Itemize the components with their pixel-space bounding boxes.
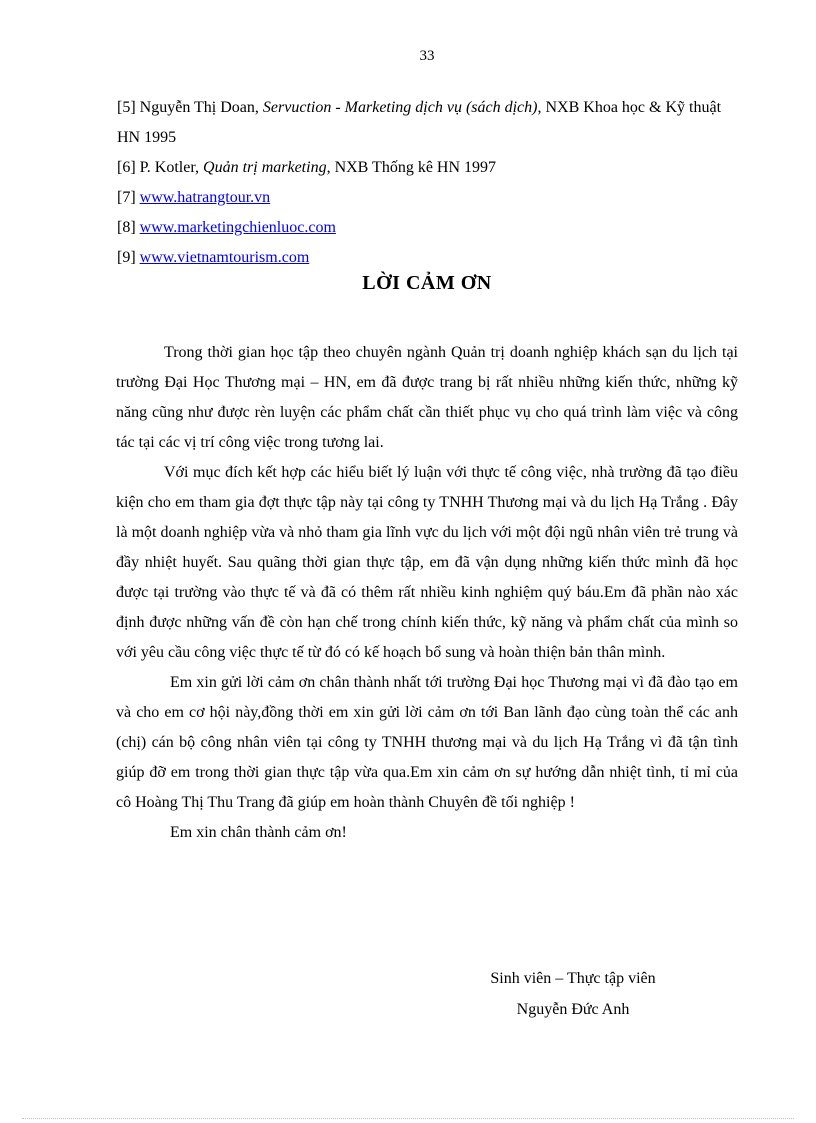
paragraph: Với mục đích kết hợp các hiểu biết lý luận với thực tế công việc, nhà trường đã tạo điều kiện cho em tham gia đợt thực tập này tại công ty TNHH Thương mại và du lịch Hạ Trắng . Đây là một doanh nghiệp vừa và nhỏ tham gia lĩnh vực du lịch với một đội ngũ nhân viên trẻ trung và đầy nhiệt huyết. Sau quãng thời gian thực tập, em đã vận dụng những kiến thức mình đã học được tại trường vào thực tế và đã có thêm rất nhiều kinh nghiệm quý báu.Em đã phần nào xác định được những vấn đề còn hạn chế trong chính kiến thức, kỹ năng và phẩm chất của mình so với yêu cầu công việc thực tế từ đó có kế hoạch bổ sung và hoàn thiện bản thân mình. [116,464,738,661]
reference-number: [7] [117,189,136,206]
reference-title: Quản trị marketing [203,159,327,176]
reference-publisher: , NXB Thống kê HN 1997 [326,159,497,176]
paragraph: Em xin gửi lời cảm ơn chân thành nhất tới trường Đại học Thương mại vì đã đào tạo em và cho em cơ hội này,đồng thời em xin gửi lời cảm ơn tới Ban lãnh đạo cùng toàn thể các anh (chị) cán bộ công nhân viên tại công ty TNHH thương mại và du lịch Hạ Trắng vì đã tận tình giúp đỡ em trong thời gian thực tập vừa qua.Em xin cảm ơn sự hướng dẫn nhiệt tình, tỉ mỉ của cô Hoàng Thị Thu Trang đã giúp em hoàn thành Chuyên đề tối nghiệp ! [116,674,738,811]
reference-list [117,93,732,273]
signature-role: Sinh viên – Thực tập viên [490,970,656,987]
reference-number: [6] [117,159,136,176]
reference-link-hatrangtour[interactable]: www.hatrangtour.vn [139,189,271,206]
reference-number: [9] [117,249,136,266]
reference-link-vietnamtourism[interactable]: www.vietnamtourism.com [139,249,310,266]
reference-number: [8] [117,219,136,236]
reference-number: [5] [117,99,136,116]
reference-item [117,213,732,243]
reference-title: Servuction - Marketing dịch vụ (sách dịch) [262,99,538,116]
reference-item [117,183,732,213]
reference-link-marketingchienluoc[interactable]: www.marketingchienluoc.com [139,219,336,236]
reference-publisher: , NXB Khoa học & Kỹ thuật HN 1995 [117,99,722,146]
paragraph: Trong thời gian học tập theo chuyên ngành Quản trị doanh nghiệp khách sạn du lịch tại trường Đại Học Thương mại – HN, em đã được trang bị rất nhiều những kiến thức, những kỹ năng cũng như được rèn luyện các phẩm chất cần thiết phục vụ cho quá trình làm việc và công tác tại các vị trí công việc trong tương lai. [116,344,738,451]
page-bottom-rule [22,1118,794,1119]
signature-name: Nguyễn Đức Anh [516,1001,630,1018]
reference-author: P. Kotler, [139,159,204,176]
reference-author: Nguyễn Thị Doan, [139,99,263,116]
section-title: LỜI CẢM ƠN [362,272,492,294]
reference-item [117,93,732,153]
reference-item [117,153,732,183]
reference-item [117,243,732,273]
signature-block [460,963,686,1025]
acknowledgement-body [116,338,738,848]
closing-line: Em xin chân thành cảm ơn! [170,824,347,841]
page-number: 33 [419,48,435,64]
